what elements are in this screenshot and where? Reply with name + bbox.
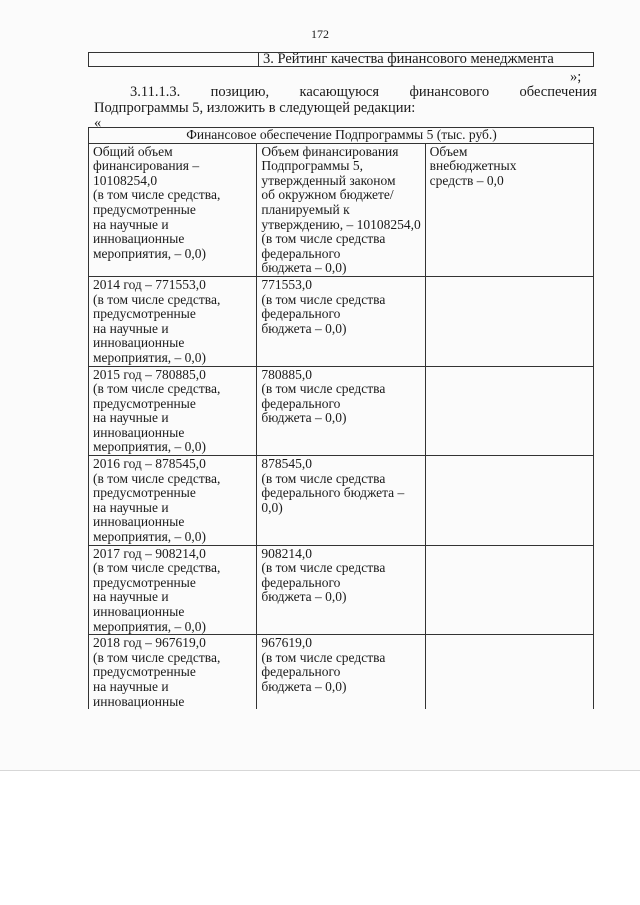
clause-number: 3.11.1.3. (130, 84, 181, 100)
okrug-budget-cell: 878545,0 (в том числе средства федерального бюджета – 0,0) (257, 456, 425, 546)
total-financing-cell: 2016 год – 878545,0 (в том числе средства, предусмотренные на научные и инновационные мероприятия, – 0,0) (89, 456, 257, 546)
opening-quote-mark: « (94, 115, 102, 131)
closing-quote-mark: »; (570, 69, 582, 85)
total-financing-cell: 2018 год – 967619,0 (в том числе средства, предусмотренные на научные и инновационные (89, 635, 257, 709)
total-financing-cell: Общий объем финансирования – 10108254,0 (в том числе средства, предусмотренные на научные и инновационные мероприятия, – 0,0) (89, 143, 257, 276)
okrug-budget-cell: 771553,0 (в том числе средства федерального бюджета – 0,0) (257, 276, 425, 366)
okrug-budget-cell: Объем финансирования Подпрограммы 5, утвержденный законом об окружном бюджете/ планируемый к утверждению, – 10108254,0 (в том числе средства федерального бюджета – 0,0) (257, 143, 425, 276)
paragraph-line-1 (94, 84, 597, 100)
table-row (89, 276, 594, 366)
rating-table (88, 52, 594, 67)
extrabudgetary-cell: Объем внебюджетных средств – 0,0 (425, 143, 593, 276)
total-financing-cell: 2017 год – 908214,0 (в том числе средства, предусмотренные на научные и инновационные мероприятия, – 0,0) (89, 545, 257, 635)
table-row (89, 635, 594, 709)
okrug-budget-cell: 967619,0 (в том числе средства федерального бюджета – 0,0) (257, 635, 425, 709)
paragraph-word: финансового (409, 84, 490, 100)
paragraph-word: обеспечения (519, 84, 597, 100)
amendment-paragraph (94, 84, 597, 116)
table-title: Финансовое обеспечение Подпрограммы 5 (тыс. руб.) (89, 128, 594, 144)
paragraph-word: позицию, (210, 84, 270, 100)
table-row (89, 545, 594, 635)
paragraph-line-2: Подпрограммы 5, изложить в следующей редакции: (94, 100, 416, 116)
empty-cell (89, 53, 259, 67)
paragraph-word: касающуюся (299, 84, 380, 100)
table-row (89, 366, 594, 456)
extrabudgetary-cell (425, 276, 593, 366)
table-header-row (89, 128, 594, 144)
table-row (89, 53, 594, 67)
extrabudgetary-cell (425, 366, 593, 456)
table-row (89, 143, 594, 276)
table-row (89, 456, 594, 546)
okrug-budget-cell: 780885,0 (в том числе средства федерального бюджета – 0,0) (257, 366, 425, 456)
okrug-budget-cell: 908214,0 (в том числе средства федерального бюджета – 0,0) (257, 545, 425, 635)
extrabudgetary-cell (425, 456, 593, 546)
rating-cell: 3. Рейтинг качества финансового менеджмента (259, 53, 594, 67)
financing-table (88, 127, 594, 709)
total-financing-cell: 2015 год – 780885,0 (в том числе средства, предусмотренные на научные и инновационные мероприятия, – 0,0) (89, 366, 257, 456)
total-financing-cell: 2014 год – 771553,0 (в том числе средства, предусмотренные на научные и инновационные мероприятия, – 0,0) (89, 276, 257, 366)
extrabudgetary-cell (425, 545, 593, 635)
extrabudgetary-cell (425, 635, 593, 709)
page-number: 172 (311, 27, 329, 41)
